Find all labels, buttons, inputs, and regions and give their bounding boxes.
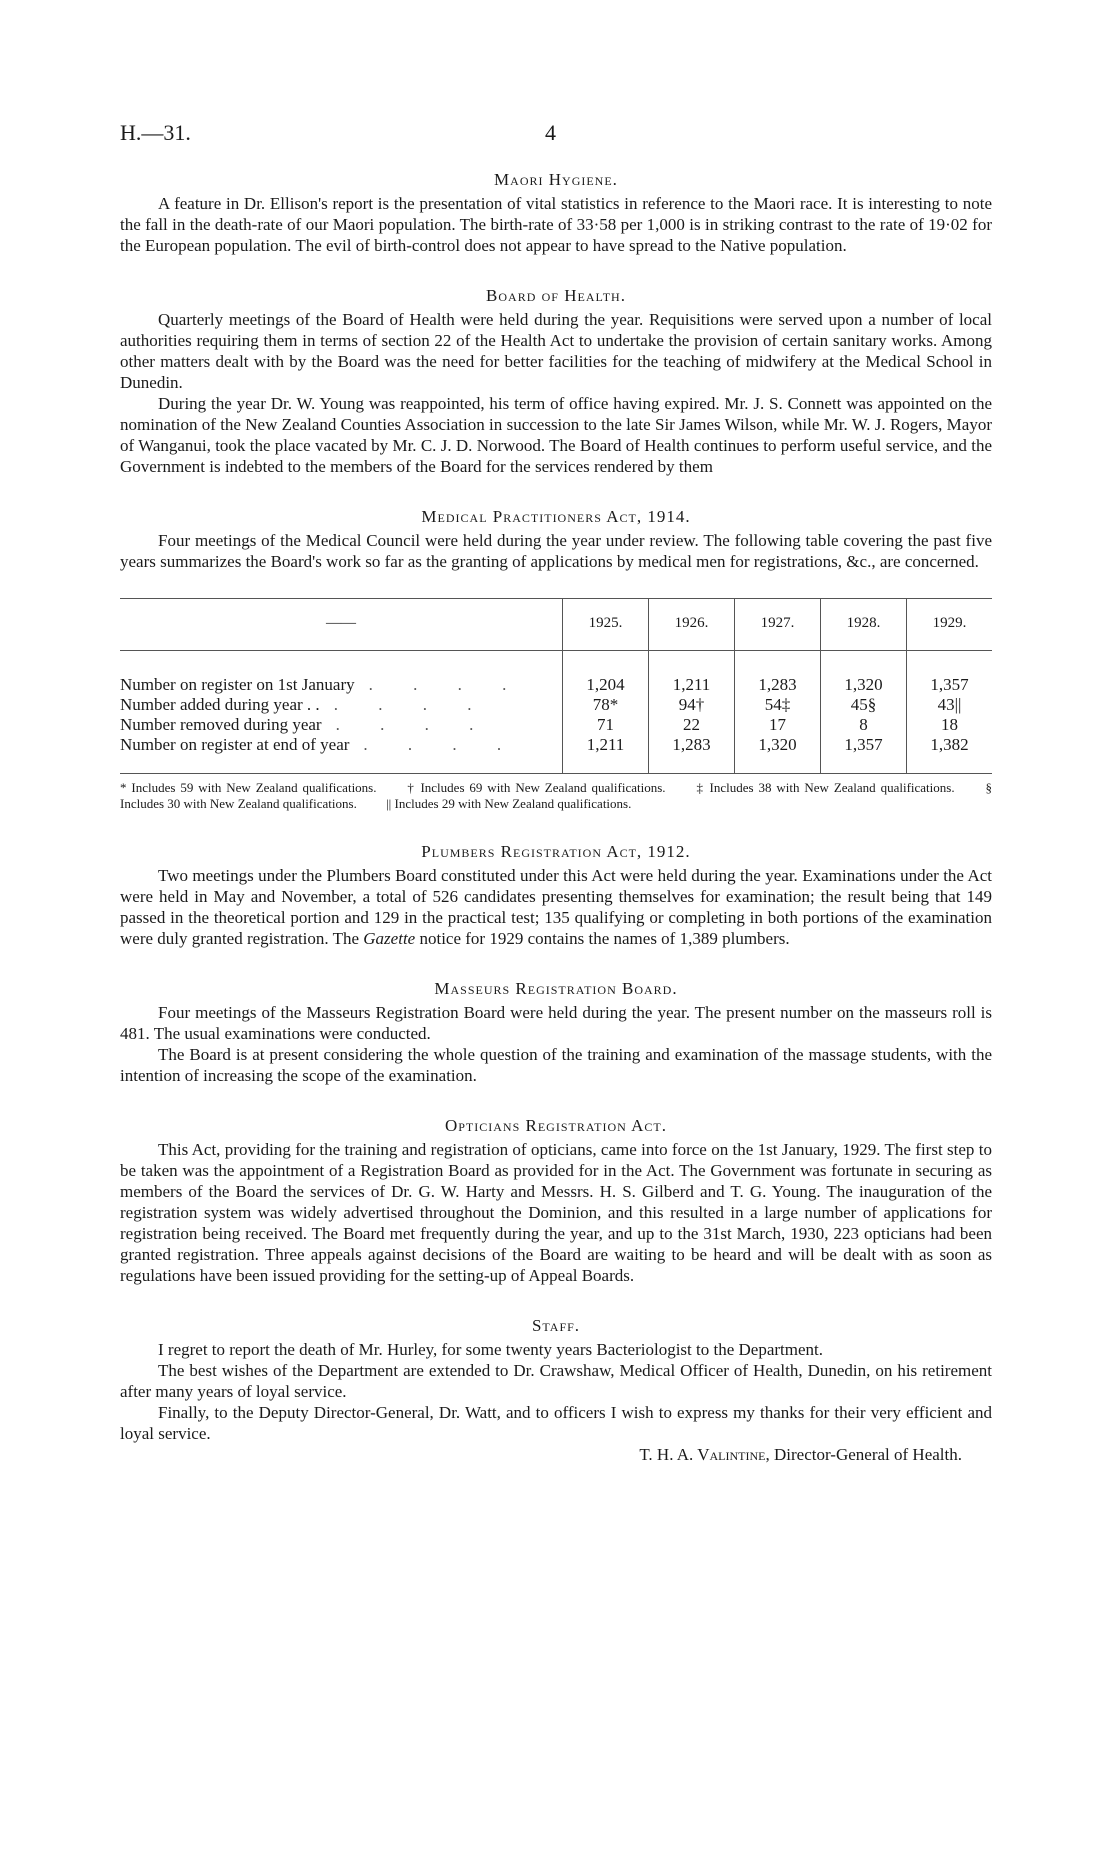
table-cell: 54‡ — [735, 695, 821, 715]
section-maori-hygiene — [120, 170, 992, 256]
table-cell: 1,283 — [649, 735, 735, 774]
table-row — [120, 715, 992, 735]
paragraph: A feature in Dr. Ellison's report is the presentation of vital statistics in reference to the Maori race. It is interesting to note the fall in the death-rate of our Maori population. The birth-rate of 33·58 per 1,000 is in striking contrast to the rate of 19·02 for the European population. The evil of birth-control does not appear to have spread to the Native population. — [120, 194, 992, 255]
table-cell: 1,320 — [821, 651, 907, 696]
year-header: 1927. — [735, 599, 821, 651]
footnote: † Includes 69 with New Zealand qualifications. — [407, 780, 666, 795]
year-header: 1929. — [907, 599, 993, 651]
paragraph: Four meetings of the Masseurs Registration Board were held during the year. The present number on the masseurs roll is 481. The usual examinations were conducted. — [120, 1003, 992, 1043]
paragraph: I regret to report the death of Mr. Hurley, for some twenty years Bacteriologist to the Department. — [158, 1340, 823, 1359]
table-cell: 22 — [649, 715, 735, 735]
row-label: Number removed during year . . . . — [120, 715, 492, 734]
section-opticians-registration-act — [120, 1116, 992, 1286]
section-title: Opticians Registration Act. — [444, 1116, 668, 1135]
section-title: Masseurs Registration Board. — [434, 979, 678, 998]
footnote: § Includes 30 with New Zealand qualifications. — [120, 780, 992, 811]
section-medical-practitioners-act — [120, 507, 992, 812]
main-column — [120, 170, 992, 1465]
paragraph: During the year Dr. W. Young was reappointed, his term of office having expired. Mr. J. S. Connett was appointed on the nomination of the New Zealand Counties Association in succession to the late Sir James Wilson, while Mr. W. J. Rogers, Mayor of Wanganui, took the place vacated by Mr. C. J. D. Norwood. The Board of Health continues to perform useful service, and the Government is indebted to the members of the Board for the services rendered by them — [120, 394, 992, 476]
year-header: 1928. — [821, 599, 907, 651]
table-cell: 1,283 — [735, 651, 821, 696]
table-cell: 1,211 — [649, 651, 735, 696]
paragraph: Four meetings of the Medical Council were held during the year under review. The following table covering the past five years summarizes the Board's work so far as the granting of applications by medical men for registrations, &c., are concerned. — [120, 531, 992, 571]
signature-name: T. H. A. Valintine — [639, 1445, 766, 1464]
table-row — [120, 651, 992, 696]
paragraph: Finally, to the Deputy Director-General, Dr. Watt, and to officers I wish to express my thanks for their very efficient and loyal service. — [120, 1403, 992, 1443]
table-corner: —— — [120, 599, 563, 651]
row-label: Number on register at end of year . . . . — [120, 735, 563, 774]
section-title: Staff. — [531, 1316, 581, 1335]
year-header: 1925. — [563, 599, 649, 651]
table-row — [120, 695, 992, 715]
table-cell: 45§ — [821, 695, 907, 715]
table-footnotes — [120, 780, 992, 812]
paragraph: Quarterly meetings of the Board of Health were held during the year. Requisitions were served upon a number of local authorities requiring them in terms of section 22 of the Health Act to undertake the provision of certain sanitary works. Among other matters dealt with by the Board was the need for better facilities for the teaching of midwifery at the Medical School in Dunedin. — [120, 310, 992, 392]
signature-role: , Director-General of Health. — [765, 1445, 962, 1464]
section-plumbers-registration-act — [120, 842, 992, 949]
signature — [120, 1444, 992, 1465]
paragraph: Two meetings under the Plumbers Board constituted under this Act were held during the year. Examinations under the Act were held in May and November, a total of 526 candidates presenting themselves for examination; the result being that 149 passed in the theoretical portion and 129 in the practical test; 135 qualifying or completing in both portions of the examination were duly granted registration. The Gazette notice for 1929 contains the names of 1,389 plumbers. — [120, 866, 992, 948]
section-title: Plumbers Registration Act, 1912. — [421, 842, 691, 861]
section-board-of-health — [120, 286, 992, 477]
document-reference: H.—31. — [120, 120, 191, 145]
paragraph: The Board is at present considering the whole question of the training and examination of the massage students, with the intention of increasing the scope of the examination. — [120, 1045, 992, 1085]
section-title: Maori Hygiene. — [494, 170, 618, 189]
table-cell: 94† — [649, 695, 735, 715]
table-cell: 43|| — [907, 695, 993, 715]
table-cell: 1,204 — [563, 651, 649, 696]
footnote: || Includes 29 with New Zealand qualifications. — [386, 796, 632, 811]
table-row — [120, 735, 992, 774]
registration-table — [120, 598, 992, 774]
section-staff — [120, 1316, 992, 1465]
page-number: 4 — [545, 120, 556, 145]
section-title: Board of Health. — [486, 286, 626, 305]
table-cell: 78* — [563, 695, 649, 715]
table-cell: 18 — [907, 715, 993, 735]
table-cell: 1,357 — [821, 735, 907, 774]
table-cell: 17 — [735, 715, 821, 735]
table-cell: 1,320 — [735, 735, 821, 774]
section-masseurs-registration-board — [120, 979, 992, 1086]
row-label: Number added during year . . . . . . — [120, 695, 490, 714]
footnote: * Includes 59 with New Zealand qualifications. — [120, 780, 377, 795]
table-cell: 1,382 — [907, 735, 993, 774]
gazette-reference: Gazette — [363, 929, 416, 948]
table-cell: 1,357 — [907, 651, 993, 696]
row-label: Number on register on 1st January . . . . — [120, 675, 525, 694]
table-cell: 1,211 — [563, 735, 649, 774]
year-header: 1926. — [649, 599, 735, 651]
section-title: Medical Practitioners Act, 1914. — [421, 507, 691, 526]
footnote: ‡ Includes 38 with New Zealand qualifications. — [696, 780, 955, 795]
paragraph: This Act, providing for the training and registration of opticians, came into force on the 1st January, 1929. The first step to be taken was the appointment of a Registration Board as provided for in the Act. The Government was fortunate in securing as members of the Board the services of Dr. G. W. Harty and Messrs. H. S. Gilberd and T. G. Young. The inauguration of the registration system was widely advertised throughout the Dominion, and this resulted in a large number of applications for registration being received. The Board met frequently during the year, and up to the 31st March, 1930, 223 opticians had been granted registration. Three appeals against decisions of the Board are waiting to be heard and will be dealt with as soon as regulations have been issued providing for the setting-up of Appeal Boards. — [120, 1140, 992, 1285]
table-cell: 8 — [821, 715, 907, 735]
paragraph: The best wishes of the Department are extended to Dr. Crawshaw, Medical Officer of Health, Dunedin, on his retirement after many years of loyal service. — [120, 1361, 992, 1401]
table-cell: 71 — [563, 715, 649, 735]
table-header-row — [120, 599, 992, 651]
